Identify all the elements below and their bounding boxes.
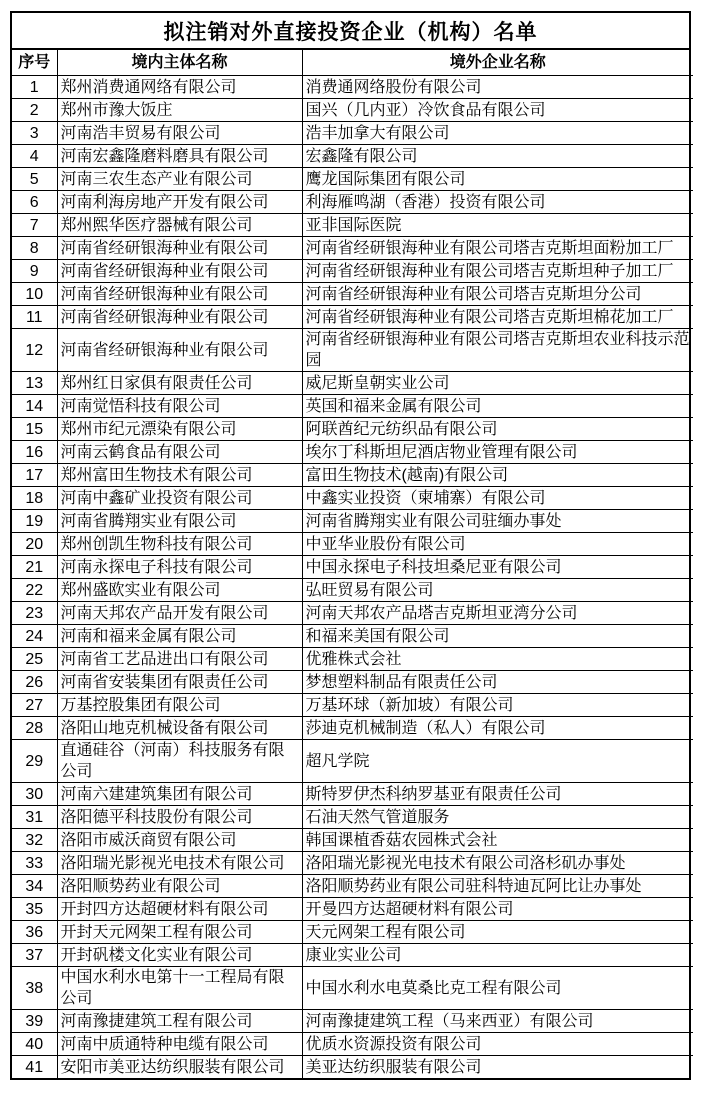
table-row [12,556,693,579]
enterprise-table [12,50,693,1078]
serial-no-cell: 7 [12,214,57,237]
serial-no-cell: 31 [12,806,57,829]
serial-no-cell: 3 [12,122,57,145]
serial-no-cell: 25 [12,648,57,671]
serial-no-cell: 22 [12,579,57,602]
serial-no-cell: 24 [12,625,57,648]
overseas-enterprise-cell: 阿联酋纪元纺织品有限公司 [302,418,693,441]
table-row [12,237,693,260]
table-row [12,671,693,694]
domestic-entity-cell: 河南三农生态产业有限公司 [57,168,302,191]
overseas-enterprise-cell: 鹰龙国际集团有限公司 [302,168,693,191]
overseas-enterprise-cell: 优雅株式会社 [302,648,693,671]
domestic-entity-cell: 河南省经研银海种业有限公司 [57,329,302,372]
table-row [12,1010,693,1033]
table-row [12,76,693,99]
table-row [12,921,693,944]
domestic-entity-cell: 河南中质通特种电缆有限公司 [57,1033,302,1056]
domestic-entity-cell: 洛阳瑞光影视光电技术有限公司 [57,852,302,875]
overseas-enterprise-cell: 弘旺贸易有限公司 [302,579,693,602]
domestic-entity-cell: 河南浩丰贸易有限公司 [57,122,302,145]
overseas-enterprise-cell: 洛阳顺势药业有限公司驻科特迪瓦阿比让办事处 [302,875,693,898]
domestic-entity-cell: 河南觉悟科技有限公司 [57,395,302,418]
serial-no-cell: 16 [12,441,57,464]
overseas-enterprise-cell: 威尼斯皇朝实业公司 [302,372,693,395]
table-body [12,76,693,1079]
domestic-entity-cell: 河南省经研银海种业有限公司 [57,237,302,260]
overseas-enterprise-cell: 和福来美国有限公司 [302,625,693,648]
table-row [12,717,693,740]
domestic-entity-cell: 河南和福来金属有限公司 [57,625,302,648]
domestic-entity-cell: 中国水利水电第十一工程局有限公司 [57,967,302,1010]
serial-no-cell: 21 [12,556,57,579]
domestic-entity-cell: 郑州消费通网络有限公司 [57,76,302,99]
domestic-entity-cell: 河南省腾翔实业有限公司 [57,510,302,533]
overseas-enterprise-cell: 河南省经研银海种业有限公司塔吉克斯坦农业科技示范园 [302,329,693,372]
serial-no-cell: 5 [12,168,57,191]
table-row [12,829,693,852]
table-header [12,50,693,76]
domestic-entity-cell: 万基控股集团有限公司 [57,694,302,717]
domestic-entity-cell: 河南省工艺品进出口有限公司 [57,648,302,671]
serial-no-cell: 19 [12,510,57,533]
overseas-enterprise-cell: 中国水利水电莫桑比克工程有限公司 [302,967,693,1010]
domestic-entity-cell: 郑州富田生物技术有限公司 [57,464,302,487]
overseas-enterprise-cell: 埃尔丁科斯坦尼酒店物业管理有限公司 [302,441,693,464]
table-row [12,625,693,648]
column-header-overseas-enterprise: 境外企业名称 [302,50,693,76]
table-row [12,260,693,283]
domestic-entity-cell: 安阳市美亚达纺织服装有限公司 [57,1056,302,1079]
table-row [12,214,693,237]
table-row [12,510,693,533]
overseas-enterprise-cell: 斯特罗伊杰科纳罗基亚有限责任公司 [302,783,693,806]
table-row [12,418,693,441]
deregistration-list-document [10,11,691,1080]
overseas-enterprise-cell: 浩丰加拿大有限公司 [302,122,693,145]
domestic-entity-cell: 河南宏鑫隆磨料磨具有限公司 [57,145,302,168]
overseas-enterprise-cell: 万基环球（新加坡）有限公司 [302,694,693,717]
overseas-enterprise-cell: 康业实业公司 [302,944,693,967]
domestic-entity-cell: 郑州熙华医疗器械有限公司 [57,214,302,237]
table-row [12,875,693,898]
table-header-row [12,50,693,76]
page-title: 拟注销对外直接投资企业（机构）名单 [12,13,689,50]
overseas-enterprise-cell: 优质水资源投资有限公司 [302,1033,693,1056]
serial-no-cell: 39 [12,1010,57,1033]
table-row [12,441,693,464]
overseas-enterprise-cell: 开曼四方达超硬材料有限公司 [302,898,693,921]
overseas-enterprise-cell: 中鑫实业投资（柬埔寨）有限公司 [302,487,693,510]
serial-no-cell: 14 [12,395,57,418]
serial-no-cell: 38 [12,967,57,1010]
column-header-domestic-entity: 境内主体名称 [57,50,302,76]
table-row [12,145,693,168]
table-row [12,898,693,921]
domestic-entity-cell: 河南省经研银海种业有限公司 [57,283,302,306]
serial-no-cell: 34 [12,875,57,898]
domestic-entity-cell: 郑州市纪元漂染有限公司 [57,418,302,441]
table-row [12,395,693,418]
overseas-enterprise-cell: 消费通网络股份有限公司 [302,76,693,99]
serial-no-cell: 1 [12,76,57,99]
domestic-entity-cell: 郑州红日家俱有限责任公司 [57,372,302,395]
overseas-enterprise-cell: 韩国课植香菇农园株式会社 [302,829,693,852]
serial-no-cell: 6 [12,191,57,214]
domestic-entity-cell: 洛阳德平科技股份有限公司 [57,806,302,829]
serial-no-cell: 36 [12,921,57,944]
overseas-enterprise-cell: 石油天然气管道服务 [302,806,693,829]
overseas-enterprise-cell: 河南省经研银海种业有限公司塔吉克斯坦面粉加工厂 [302,237,693,260]
serial-no-cell: 32 [12,829,57,852]
domestic-entity-cell: 河南豫捷建筑工程有限公司 [57,1010,302,1033]
table-row [12,783,693,806]
domestic-entity-cell: 郑州创凯生物科技有限公司 [57,533,302,556]
domestic-entity-cell: 郑州市豫大饭庄 [57,99,302,122]
table-row [12,694,693,717]
serial-no-cell: 15 [12,418,57,441]
serial-no-cell: 40 [12,1033,57,1056]
serial-no-cell: 10 [12,283,57,306]
overseas-enterprise-cell: 中国永探电子科技坦桑尼亚有限公司 [302,556,693,579]
serial-no-cell: 20 [12,533,57,556]
domestic-entity-cell: 河南永探电子科技有限公司 [57,556,302,579]
serial-no-cell: 33 [12,852,57,875]
serial-no-cell: 4 [12,145,57,168]
overseas-enterprise-cell: 河南省经研银海种业有限公司塔吉克斯坦种子加工厂 [302,260,693,283]
serial-no-cell: 12 [12,329,57,372]
column-header-serial-no: 序号 [12,50,57,76]
table-row [12,283,693,306]
overseas-enterprise-cell: 河南省经研银海种业有限公司塔吉克斯坦棉花加工厂 [302,306,693,329]
domestic-entity-cell: 河南天邦农产品开发有限公司 [57,602,302,625]
table-row [12,372,693,395]
overseas-enterprise-cell: 国兴（几内亚）冷饮食品有限公司 [302,99,693,122]
serial-no-cell: 30 [12,783,57,806]
serial-no-cell: 11 [12,306,57,329]
domestic-entity-cell: 洛阳市威沃商贸有限公司 [57,829,302,852]
domestic-entity-cell: 洛阳山地克机械设备有限公司 [57,717,302,740]
table-row [12,1056,693,1079]
table-row [12,487,693,510]
table-row [12,329,693,372]
overseas-enterprise-cell: 天元网架工程有限公司 [302,921,693,944]
domestic-entity-cell: 河南利海房地产开发有限公司 [57,191,302,214]
domestic-entity-cell: 开封四方达超硬材料有限公司 [57,898,302,921]
serial-no-cell: 41 [12,1056,57,1079]
overseas-enterprise-cell: 宏鑫隆有限公司 [302,145,693,168]
serial-no-cell: 2 [12,99,57,122]
overseas-enterprise-cell: 洛阳瑞光影视光电技术有限公司洛杉矶办事处 [302,852,693,875]
overseas-enterprise-cell: 梦想塑料制品有限责任公司 [302,671,693,694]
table-row [12,191,693,214]
serial-no-cell: 35 [12,898,57,921]
serial-no-cell: 13 [12,372,57,395]
table-row [12,806,693,829]
domestic-entity-cell: 直通硅谷（河南）科技服务有限公司 [57,740,302,783]
table-row [12,944,693,967]
overseas-enterprise-cell: 莎迪克机械制造（私人）有限公司 [302,717,693,740]
table-row [12,740,693,783]
overseas-enterprise-cell: 河南省经研银海种业有限公司塔吉克斯坦分公司 [302,283,693,306]
domestic-entity-cell: 河南省安装集团有限责任公司 [57,671,302,694]
serial-no-cell: 8 [12,237,57,260]
overseas-enterprise-cell: 河南豫捷建筑工程（马来西亚）有限公司 [302,1010,693,1033]
serial-no-cell: 37 [12,944,57,967]
serial-no-cell: 28 [12,717,57,740]
domestic-entity-cell: 河南省经研银海种业有限公司 [57,306,302,329]
domestic-entity-cell: 开封天元网架工程有限公司 [57,921,302,944]
table-row [12,168,693,191]
overseas-enterprise-cell: 河南省腾翔实业有限公司驻缅办事处 [302,510,693,533]
table-row [12,306,693,329]
domestic-entity-cell: 河南中鑫矿业投资有限公司 [57,487,302,510]
table-row [12,579,693,602]
domestic-entity-cell: 开封矾楼文化实业有限公司 [57,944,302,967]
table-row [12,464,693,487]
table-row [12,99,693,122]
table-row [12,967,693,1010]
table-row [12,852,693,875]
domestic-entity-cell: 河南六建建筑集团有限公司 [57,783,302,806]
domestic-entity-cell: 洛阳顺势药业有限公司 [57,875,302,898]
table-row [12,1033,693,1056]
overseas-enterprise-cell: 美亚达纺织服装有限公司 [302,1056,693,1079]
table-row [12,602,693,625]
serial-no-cell: 27 [12,694,57,717]
overseas-enterprise-cell: 利海雁鸣湖（香港）投资有限公司 [302,191,693,214]
serial-no-cell: 17 [12,464,57,487]
serial-no-cell: 18 [12,487,57,510]
domestic-entity-cell: 河南云鹤食品有限公司 [57,441,302,464]
overseas-enterprise-cell: 英国和福来金属有限公司 [302,395,693,418]
overseas-enterprise-cell: 超凡学院 [302,740,693,783]
serial-no-cell: 29 [12,740,57,783]
serial-no-cell: 26 [12,671,57,694]
table-row [12,648,693,671]
overseas-enterprise-cell: 河南天邦农产品塔吉克斯坦亚湾分公司 [302,602,693,625]
domestic-entity-cell: 河南省经研银海种业有限公司 [57,260,302,283]
overseas-enterprise-cell: 亚非国际医院 [302,214,693,237]
domestic-entity-cell: 郑州盛欧实业有限公司 [57,579,302,602]
overseas-enterprise-cell: 富田生物技术(越南)有限公司 [302,464,693,487]
table-row [12,122,693,145]
table-row [12,533,693,556]
serial-no-cell: 23 [12,602,57,625]
overseas-enterprise-cell: 中亚华业股份有限公司 [302,533,693,556]
serial-no-cell: 9 [12,260,57,283]
